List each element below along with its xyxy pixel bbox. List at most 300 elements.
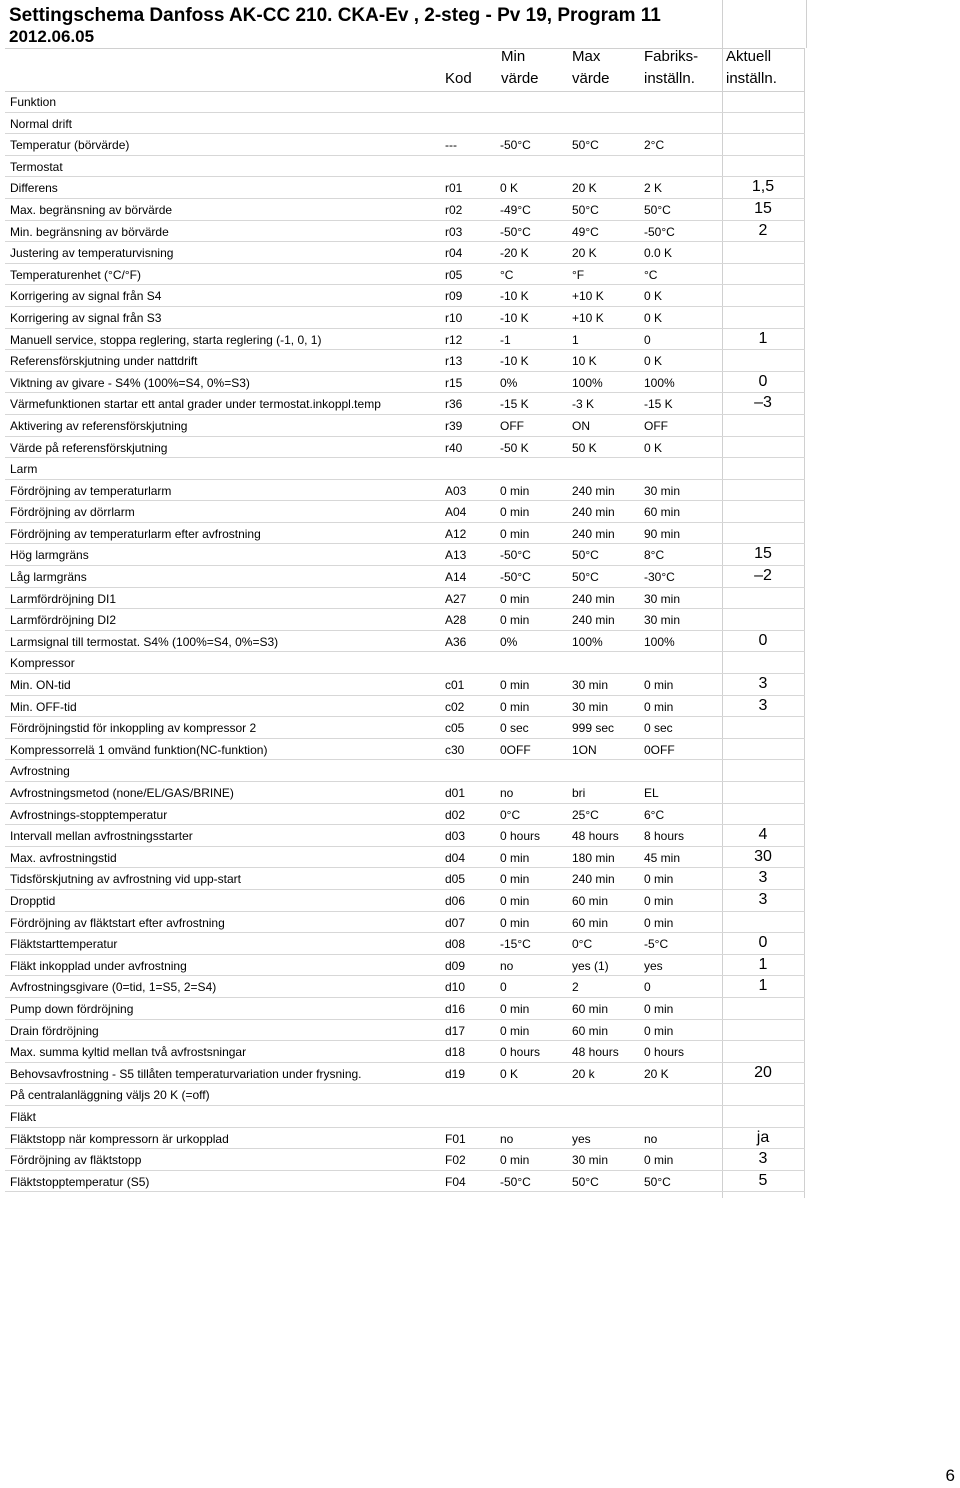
- function-cell: Avfrostningsmetod (none/EL/GAS/BRINE): [10, 786, 234, 800]
- factory-setting-cell: 0 min: [644, 699, 674, 714]
- factory-setting-cell: 45 min: [644, 850, 681, 865]
- min-value-cell: 0 hours: [500, 829, 541, 844]
- code-cell: d01: [445, 786, 466, 800]
- factory-setting-cell: 0.0 K: [644, 246, 673, 261]
- max-value-cell: 0°C: [572, 937, 593, 952]
- table-row: [5, 566, 805, 588]
- code-cell: d10: [445, 980, 466, 995]
- function-cell: Fläkt: [10, 1109, 37, 1124]
- code-cell: c30: [445, 742, 465, 757]
- function-cell: Dropptid: [10, 893, 56, 908]
- function-cell: Fläktstopp när kompressorn är urkopplad: [10, 1131, 229, 1146]
- min-value-cell: 0 hours: [500, 1045, 541, 1060]
- table-row: [5, 1020, 805, 1042]
- min-value-cell: -50°C: [500, 548, 531, 563]
- header-act-top: Aktuell: [726, 48, 772, 65]
- max-value-cell: 30 min: [572, 678, 609, 693]
- code-cell: r40: [445, 440, 463, 455]
- code-cell: c05: [445, 721, 465, 736]
- actual-setting-cell: 20: [754, 1063, 772, 1081]
- max-value-cell: ON: [572, 418, 590, 433]
- max-value-cell: yes: [572, 1131, 591, 1146]
- table-row: [5, 393, 805, 415]
- max-value-cell: 30 min: [572, 1153, 609, 1168]
- code-cell: A36: [445, 634, 467, 649]
- factory-setting-cell: 0OFF: [644, 742, 675, 757]
- min-value-cell: -15 K: [500, 397, 529, 412]
- min-value-cell: -10 K: [500, 354, 529, 369]
- actual-setting-cell: 0: [758, 631, 768, 649]
- actual-setting-cell: 3: [758, 1150, 768, 1168]
- min-value-cell: 0 min: [500, 1001, 530, 1016]
- max-value-cell: 20 K: [572, 181, 597, 196]
- actual-setting-cell: 0: [758, 372, 768, 390]
- max-value-cell: 10 K: [572, 354, 597, 369]
- document-title: Settingschema Danfoss AK-CC 210. CKA-Ev , 2-steg - Pv 19, Program 11: [9, 5, 661, 26]
- max-value-cell: 60 min: [572, 893, 609, 908]
- min-value-cell: 0 min: [500, 1153, 530, 1168]
- table-row: [5, 976, 805, 998]
- function-cell: Korrigering av signal från S3: [10, 310, 162, 325]
- factory-setting-cell: 0 min: [644, 872, 674, 887]
- factory-setting-cell: 0 K: [644, 354, 663, 369]
- min-value-cell: 0 min: [500, 613, 530, 628]
- max-value-cell: yes (1): [572, 958, 609, 973]
- actual-setting-cell: 1: [758, 977, 768, 995]
- min-value-cell: 0 K: [500, 1066, 519, 1081]
- header-fab-top: Fabriks-: [644, 48, 699, 65]
- min-value-cell: °C: [500, 267, 514, 282]
- code-cell: r13: [445, 354, 463, 369]
- max-value-cell: 20 K: [572, 246, 597, 261]
- header-fab-bottom: inställn.: [644, 70, 695, 87]
- max-value-cell: 2: [572, 980, 579, 995]
- code-cell: d09: [445, 958, 466, 973]
- table-row: [5, 221, 805, 243]
- factory-setting-cell: 8°C: [644, 548, 665, 563]
- header-code: Kod: [445, 70, 472, 87]
- code-cell: c02: [445, 699, 465, 714]
- table-row: [5, 825, 805, 847]
- function-cell: Pump down fördröjning: [10, 1001, 134, 1016]
- min-value-cell: -50°C: [500, 570, 531, 585]
- function-cell: Larmfördröjning DI2: [10, 613, 117, 628]
- table-row: [5, 652, 805, 674]
- actual-setting-cell: 3: [758, 869, 768, 887]
- header-min-bottom: värde: [501, 70, 539, 87]
- min-value-cell: 0 min: [500, 872, 530, 887]
- max-value-cell: 180 min: [572, 850, 615, 865]
- min-value-cell: 0°C: [500, 807, 521, 822]
- min-value-cell: 0 min: [500, 893, 530, 908]
- factory-setting-cell: no: [644, 1131, 658, 1146]
- code-cell: r39: [445, 418, 463, 433]
- title-row: [5, 0, 805, 49]
- factory-setting-cell: 2 K: [644, 181, 663, 196]
- factory-setting-cell: OFF: [644, 418, 668, 433]
- min-value-cell: -49°C: [500, 202, 531, 217]
- document-date: 2012.06.05: [9, 27, 95, 46]
- factory-setting-cell: -50°C: [644, 224, 675, 239]
- factory-setting-cell: 30 min: [644, 591, 681, 606]
- table-row: [5, 912, 805, 934]
- table-row: [5, 415, 805, 437]
- actual-setting-cell: 1: [758, 955, 768, 973]
- min-value-cell: no: [500, 958, 514, 973]
- factory-setting-cell: 6°C: [644, 807, 665, 822]
- table-row: [5, 350, 805, 372]
- max-value-cell: 240 min: [572, 483, 615, 498]
- max-value-cell: °F: [572, 267, 585, 282]
- table-row: [5, 285, 805, 307]
- factory-setting-cell: 0: [644, 980, 651, 995]
- factory-setting-cell: -30°C: [644, 570, 675, 585]
- max-value-cell: 50 K: [572, 440, 597, 455]
- code-cell: d17: [445, 1023, 466, 1038]
- function-cell: Justering av temperaturvisning: [10, 246, 174, 261]
- code-cell: d04: [445, 850, 466, 865]
- function-cell: Manuell service, stoppa reglering, starta reglering (-1, 0, 1): [10, 332, 322, 347]
- table-row: [5, 1128, 805, 1150]
- function-cell: Viktning av givare - S4% (100%=S4, 0%=S3): [10, 375, 250, 390]
- min-value-cell: 0 K: [500, 181, 519, 196]
- table-row: [5, 609, 805, 631]
- code-cell: r05: [445, 267, 463, 282]
- max-value-cell: 1: [572, 332, 579, 347]
- min-value-cell: 0 min: [500, 483, 530, 498]
- table-row: [5, 523, 805, 545]
- code-cell: d19: [445, 1066, 466, 1081]
- table-row: [5, 544, 805, 566]
- min-value-cell: 0 min: [500, 1023, 530, 1038]
- min-value-cell: -10 K: [500, 310, 529, 325]
- function-cell: Avfrostnings-stopptemperatur: [10, 807, 168, 822]
- table-row: [5, 242, 805, 264]
- settings-table: [5, 91, 805, 1192]
- table-row: [5, 113, 805, 135]
- actual-setting-cell: 1: [758, 329, 768, 347]
- max-value-cell: 50°C: [572, 1174, 599, 1189]
- min-value-cell: 0 min: [500, 526, 530, 541]
- function-cell: Max. avfrostningstid: [10, 850, 117, 865]
- code-cell: d06: [445, 893, 466, 908]
- function-cell: Fläktstopptemperatur (S5): [10, 1174, 150, 1189]
- code-cell: F01: [445, 1131, 466, 1146]
- factory-setting-cell: 100%: [644, 375, 675, 390]
- max-value-cell: -3 K: [572, 397, 595, 412]
- function-cell: Fördröjning av fläktstart efter avfrostning: [10, 915, 225, 930]
- function-cell: Värde på referensförskjutning: [10, 440, 168, 455]
- function-cell: Tidsförskjutning av avfrostning vid upp-start: [10, 872, 241, 887]
- factory-setting-cell: 90 min: [644, 526, 681, 541]
- table-row: [5, 329, 805, 351]
- function-cell: Fläkt inkopplad under avfrostning: [10, 958, 187, 973]
- function-cell: Hög larmgräns: [10, 548, 89, 563]
- factory-setting-cell: -5°C: [644, 937, 669, 952]
- min-value-cell: 0 min: [500, 699, 530, 714]
- function-cell: Drain fördröjning: [10, 1023, 99, 1038]
- function-cell: Min. ON-tid: [10, 678, 71, 693]
- max-value-cell: 240 min: [572, 505, 615, 520]
- function-cell: Larmfördröjning DI1: [10, 591, 117, 606]
- max-value-cell: 240 min: [572, 613, 615, 628]
- max-value-cell: 60 min: [572, 1023, 609, 1038]
- function-cell: Max. summa kyltid mellan två avfrostsningar: [10, 1045, 247, 1060]
- function-cell: Behovsavfrostning - S5 tillåten temperaturvariation under frysning.: [10, 1066, 362, 1081]
- max-value-cell: 100%: [572, 375, 603, 390]
- factory-setting-cell: 100%: [644, 634, 675, 649]
- min-value-cell: OFF: [500, 418, 524, 433]
- table-row: [5, 1041, 805, 1063]
- function-cell: Larm: [10, 462, 38, 477]
- code-cell: A28: [445, 613, 467, 628]
- factory-setting-cell: 0 min: [644, 915, 674, 930]
- code-cell: r10: [445, 310, 463, 325]
- header-max-bottom: värde: [572, 70, 610, 87]
- actual-setting-cell: 2: [758, 221, 768, 239]
- factory-setting-cell: 50°C: [644, 1174, 671, 1189]
- min-value-cell: -50°C: [500, 1174, 531, 1189]
- factory-setting-cell: 30 min: [644, 483, 681, 498]
- table-row: [5, 199, 805, 221]
- table-row: [5, 501, 805, 523]
- function-cell: Max. begränsning av börvärde: [10, 202, 173, 217]
- function-cell: Korrigering av signal från S4: [10, 289, 162, 304]
- max-value-cell: 60 min: [572, 915, 609, 930]
- min-value-cell: 0 min: [500, 915, 530, 930]
- code-cell: r03: [445, 224, 463, 239]
- factory-setting-cell: 60 min: [644, 505, 681, 520]
- max-value-cell: 60 min: [572, 1001, 609, 1016]
- code-cell: r15: [445, 375, 463, 390]
- code-cell: d03: [445, 829, 466, 844]
- function-cell: Temperatur (börvärde): [10, 138, 130, 153]
- code-cell: d05: [445, 872, 466, 887]
- factory-setting-cell: -15 K: [644, 397, 673, 412]
- table-row: [5, 696, 805, 718]
- function-cell: Kompressorrelä 1 omvänd funktion(NC-funktion): [10, 742, 268, 757]
- table-row: [5, 933, 805, 955]
- factory-setting-cell: 0 min: [644, 1001, 674, 1016]
- max-value-cell: +10 K: [572, 310, 604, 325]
- min-value-cell: 0 min: [500, 505, 530, 520]
- table-row: [5, 760, 805, 782]
- actual-setting-cell: 3: [758, 696, 768, 714]
- actual-setting-cell: 15: [754, 199, 772, 217]
- factory-setting-cell: 30 min: [644, 613, 681, 628]
- table-row: [5, 91, 805, 113]
- actual-setting-cell: 4: [758, 826, 768, 844]
- factory-setting-cell: 0 sec: [644, 721, 673, 736]
- code-cell: F04: [445, 1174, 466, 1189]
- actual-setting-cell: 3: [758, 890, 768, 908]
- max-value-cell: 50°C: [572, 138, 599, 153]
- function-cell: Normal drift: [10, 116, 73, 131]
- max-value-cell: 49°C: [572, 224, 599, 239]
- factory-setting-cell: EL: [644, 786, 659, 800]
- min-value-cell: 0: [500, 980, 507, 995]
- min-value-cell: 0 min: [500, 591, 530, 606]
- table-row: [5, 307, 805, 329]
- title-empty-cell: [722, 0, 807, 48]
- max-value-cell: 999 sec: [572, 721, 615, 736]
- function-cell: Fläktstarttemperatur: [10, 937, 118, 952]
- min-value-cell: no: [500, 786, 514, 800]
- actual-setting-cell: 15: [754, 545, 772, 563]
- function-cell: Aktivering av referensförskjutning: [10, 418, 188, 433]
- code-cell: A12: [445, 526, 467, 541]
- min-value-cell: -10 K: [500, 289, 529, 304]
- code-cell: r01: [445, 181, 463, 196]
- factory-setting-cell: 50°C: [644, 202, 671, 217]
- code-cell: d18: [445, 1045, 466, 1060]
- function-cell: Avfrostning: [10, 764, 70, 779]
- factory-setting-cell: 0: [644, 332, 651, 347]
- actual-setting-cell: 1,5: [751, 178, 775, 196]
- max-value-cell: 30 min: [572, 699, 609, 714]
- page-number: 6: [945, 1466, 955, 1485]
- code-cell: A14: [445, 570, 467, 585]
- function-cell: Fördröjning av fläktstopp: [10, 1153, 142, 1168]
- code-cell: d16: [445, 1001, 466, 1016]
- code-cell: d02: [445, 807, 466, 822]
- min-value-cell: 0 min: [500, 850, 530, 865]
- table-row: [5, 437, 805, 459]
- function-cell: Larmsignal till termostat. S4% (100%=S4, 0%=S3): [10, 634, 279, 649]
- table-row: [5, 674, 805, 696]
- min-value-cell: -50°C: [500, 138, 531, 153]
- header-max-top: Max: [572, 48, 601, 65]
- function-cell: Avfrostningsgivare (0=tid, 1=S5, 2=S4): [10, 980, 217, 995]
- code-cell: d07: [445, 915, 466, 930]
- function-cell: Värmefunktionen startar ett antal grader under termostat.inkoppl.temp: [10, 397, 381, 412]
- code-cell: r02: [445, 202, 463, 217]
- code-cell: d08: [445, 937, 466, 952]
- max-value-cell: 240 min: [572, 591, 615, 606]
- factory-setting-cell: 0 min: [644, 1023, 674, 1038]
- function-cell: Fördröjning av temperaturlarm efter avfrostning: [10, 526, 261, 541]
- function-cell: Differens: [10, 181, 58, 196]
- max-value-cell: 100%: [572, 634, 603, 649]
- table-row: [5, 717, 805, 739]
- min-value-cell: no: [500, 1131, 514, 1146]
- function-cell: Referensförskjutning under nattdrift: [10, 354, 198, 369]
- min-value-cell: 0%: [500, 634, 518, 649]
- max-value-cell: 48 hours: [572, 829, 619, 844]
- max-value-cell: 48 hours: [572, 1045, 619, 1060]
- function-cell: Funktion: [10, 95, 57, 109]
- code-cell: r04: [445, 246, 463, 261]
- code-cell: A27: [445, 591, 467, 606]
- function-cell: Min. OFF-tid: [10, 699, 77, 714]
- table-row: [5, 998, 805, 1020]
- code-cell: A04: [445, 505, 467, 520]
- min-value-cell: 0%: [500, 375, 518, 390]
- table-row: [5, 890, 805, 912]
- function-cell: Termostat: [10, 159, 63, 174]
- factory-setting-cell: 20 K: [644, 1066, 669, 1081]
- factory-setting-cell: 8 hours: [644, 829, 685, 844]
- actual-setting-cell: ja: [756, 1128, 770, 1146]
- table-row: [5, 1106, 805, 1128]
- table-row: [5, 177, 805, 199]
- max-value-cell: 25°C: [572, 807, 599, 822]
- table-row: [5, 458, 805, 480]
- function-cell: Fördröjningstid för inkoppling av kompressor 2: [10, 721, 257, 736]
- code-cell: r12: [445, 332, 463, 347]
- function-cell: Kompressor: [10, 656, 75, 671]
- min-value-cell: -20 K: [500, 246, 529, 261]
- min-value-cell: -1: [500, 332, 511, 347]
- actual-setting-cell: 3: [758, 675, 768, 693]
- factory-setting-cell: 0 K: [644, 310, 663, 325]
- code-cell: F02: [445, 1153, 466, 1168]
- function-cell: Fördröjning av dörrlarm: [10, 505, 135, 520]
- min-value-cell: 0 sec: [500, 721, 529, 736]
- max-value-cell: +10 K: [572, 289, 604, 304]
- factory-setting-cell: 0 K: [644, 289, 663, 304]
- factory-setting-cell: 2°C: [644, 138, 665, 153]
- table-row: [5, 739, 805, 761]
- max-value-cell: 20 k: [572, 1066, 595, 1081]
- table-row: [5, 264, 805, 286]
- actual-setting-cell: 5: [758, 1171, 768, 1189]
- table-row: [5, 955, 805, 977]
- factory-setting-cell: 0 min: [644, 678, 674, 693]
- code-cell: ---: [445, 138, 457, 153]
- factory-setting-cell: 0 min: [644, 893, 674, 908]
- table-row: [5, 868, 805, 890]
- table-row: [5, 782, 805, 804]
- actual-setting-cell: 30: [754, 847, 772, 865]
- table-row: [5, 847, 805, 869]
- factory-setting-cell: °C: [644, 267, 658, 282]
- actual-setting-cell: –3: [754, 394, 772, 412]
- factory-setting-cell: 0 min: [644, 1153, 674, 1168]
- actual-setting-cell: 0: [758, 934, 768, 952]
- table-row: [5, 1171, 805, 1193]
- max-value-cell: 240 min: [572, 872, 615, 887]
- code-cell: r36: [445, 397, 463, 412]
- max-value-cell: 50°C: [572, 202, 599, 217]
- table-row: [5, 804, 805, 826]
- table-row: [5, 1063, 805, 1085]
- function-cell: Intervall mellan avfrostningsstarter: [10, 829, 193, 844]
- max-value-cell: 240 min: [572, 526, 615, 541]
- factory-setting-cell: yes: [644, 958, 663, 973]
- max-value-cell: 50°C: [572, 548, 599, 563]
- code-cell: c01: [445, 678, 465, 693]
- max-value-cell: bri: [572, 786, 586, 800]
- min-value-cell: -50°C: [500, 224, 531, 239]
- function-cell: Låg larmgräns: [10, 570, 87, 585]
- table-row: [5, 1149, 805, 1171]
- code-cell: A13: [445, 548, 467, 563]
- function-cell: På centralanläggning väljs 20 K (=off): [10, 1088, 210, 1103]
- min-value-cell: -15°C: [500, 937, 531, 952]
- code-cell: r09: [445, 289, 463, 304]
- table-row: [5, 1084, 805, 1106]
- factory-setting-cell: 0 hours: [644, 1045, 685, 1060]
- function-cell: Min. begränsning av börvärde: [10, 224, 169, 239]
- max-value-cell: 50°C: [572, 570, 599, 585]
- function-cell: Temperaturenhet (°C/°F): [10, 267, 141, 282]
- column-header: [5, 48, 805, 92]
- table-row: [5, 156, 805, 178]
- min-value-cell: -50 K: [500, 440, 529, 455]
- table-row: [5, 588, 805, 610]
- actual-setting-cell: –2: [754, 567, 772, 585]
